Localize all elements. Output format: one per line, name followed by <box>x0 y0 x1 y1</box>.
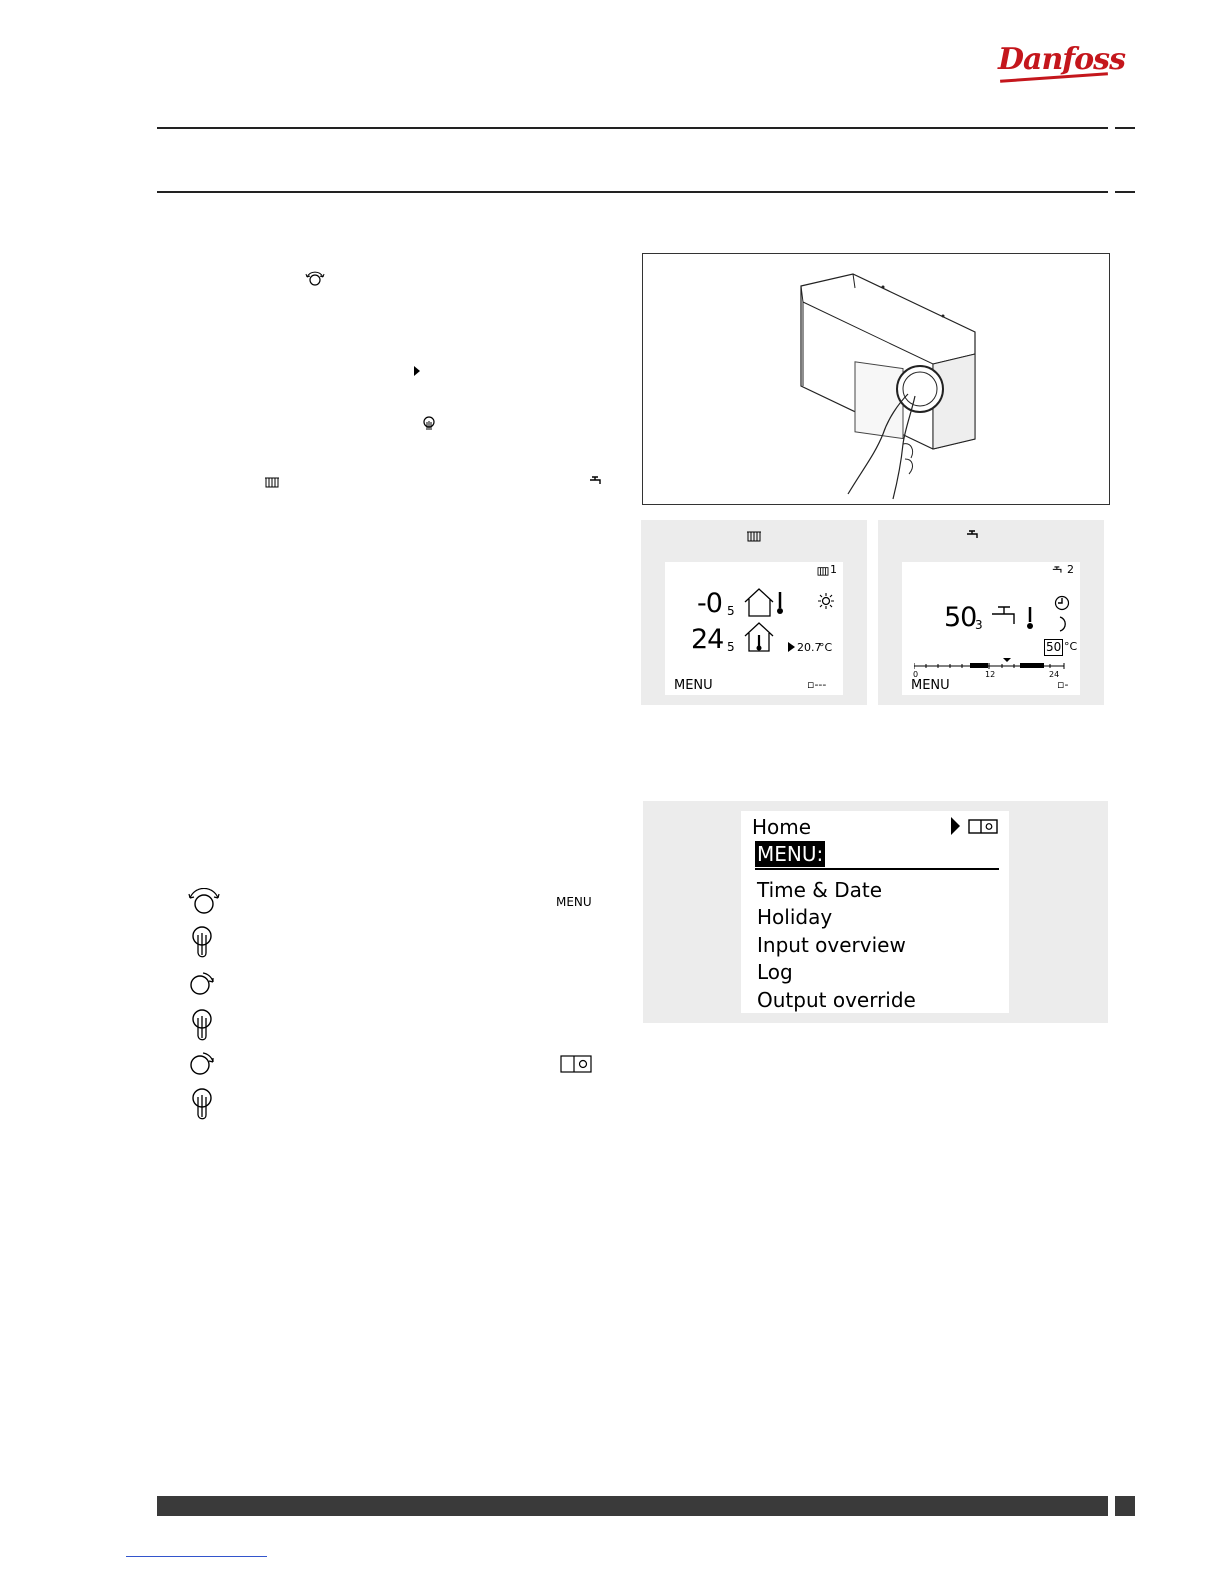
dial-push-icon <box>189 1008 215 1042</box>
tap-temp-value: 50 <box>944 602 977 633</box>
menu-label: MENU <box>911 678 950 693</box>
heating-screen-panel <box>641 520 867 705</box>
arrow-right-icon <box>788 642 795 652</box>
house-indoor-icon <box>743 620 775 654</box>
setpoint-value: 50 <box>1046 640 1062 654</box>
header-rule-top <box>157 127 1108 129</box>
controller-figure <box>642 253 1110 505</box>
menu-item-input-overview[interactable]: Input overview <box>757 933 906 957</box>
outdoor-temp-decimal: 5 <box>727 604 735 618</box>
dial-push-icon <box>189 1087 215 1121</box>
dial-turn-right-icon <box>187 1050 217 1078</box>
menu-label: MENU <box>674 678 713 693</box>
menu-divider <box>755 868 999 870</box>
dial-turn-icon <box>305 270 325 288</box>
setpoint-value: 20.7 <box>797 641 822 654</box>
common-controller-icon <box>560 1055 592 1073</box>
footer-indicator: ▫--- <box>807 678 827 691</box>
setpoint-box <box>1044 639 1063 656</box>
controller-illustration <box>643 254 1109 504</box>
header-rule-bottom <box>157 191 1108 193</box>
header-rule-top-tab <box>1115 127 1135 129</box>
logo-text: Danfoss <box>998 42 1125 77</box>
menu-screen-title: Home <box>752 815 812 839</box>
scale-start: 0 <box>913 670 919 679</box>
dial-turn-right-icon <box>187 970 217 998</box>
outdoor-temp-value: -0 <box>697 588 722 619</box>
clock-icon <box>1054 595 1070 611</box>
menu-item-time-date[interactable]: Time & Date <box>757 878 883 902</box>
dial-push-icon <box>189 925 215 959</box>
footer-page-tab <box>1115 1496 1135 1516</box>
dial-turn-icon <box>186 888 222 916</box>
menu-screen-panel <box>643 801 1108 1023</box>
setpoint-unit: °C <box>819 641 833 654</box>
menu-display <box>741 811 1009 1013</box>
menu-item-output-override[interactable]: Output override <box>757 988 916 1012</box>
house-thermometer-icon <box>743 586 787 618</box>
menu-selected-label: MENU: <box>757 842 824 866</box>
footer-link-underline[interactable] <box>126 1556 267 1557</box>
radiator-small-icon <box>817 566 829 576</box>
circuit-number: 2 <box>1067 563 1074 576</box>
heating-display <box>665 562 843 695</box>
circuit-number: 1 <box>830 563 837 576</box>
sun-icon <box>817 592 835 610</box>
room-temp-value: 24 <box>691 624 724 655</box>
setpoint-unit: °C <box>1064 640 1078 653</box>
tap-thermometer-icon <box>990 602 1038 632</box>
radiator-icon <box>747 530 761 542</box>
dhw-screen-panel <box>878 520 1104 705</box>
tap-temp-decimal: 3 <box>975 618 983 632</box>
menu-selected[interactable] <box>755 841 825 867</box>
danfoss-logo <box>998 42 1125 90</box>
tap-icon <box>966 530 982 542</box>
tap-icon <box>589 476 605 488</box>
scale-end: 24 <box>1049 670 1060 679</box>
dhw-display <box>902 562 1080 695</box>
room-temp-decimal: 5 <box>727 640 735 654</box>
moon-icon <box>1058 616 1068 632</box>
dial-push-icon <box>422 415 436 433</box>
menu-item-log[interactable]: Log <box>757 960 793 984</box>
common-controller-indicator <box>951 817 1001 835</box>
footer-indicator: ▫- <box>1057 678 1069 691</box>
menu-item-holiday[interactable]: Holiday <box>757 905 833 929</box>
footer-bar <box>157 1496 1108 1516</box>
tap-small-icon <box>1052 566 1065 576</box>
arrow-right-icon <box>413 366 421 376</box>
step-menu-label: MENU <box>556 895 592 909</box>
header-rule-bottom-tab <box>1115 191 1135 193</box>
scale-mid: 12 <box>985 670 996 679</box>
radiator-icon <box>265 476 279 488</box>
